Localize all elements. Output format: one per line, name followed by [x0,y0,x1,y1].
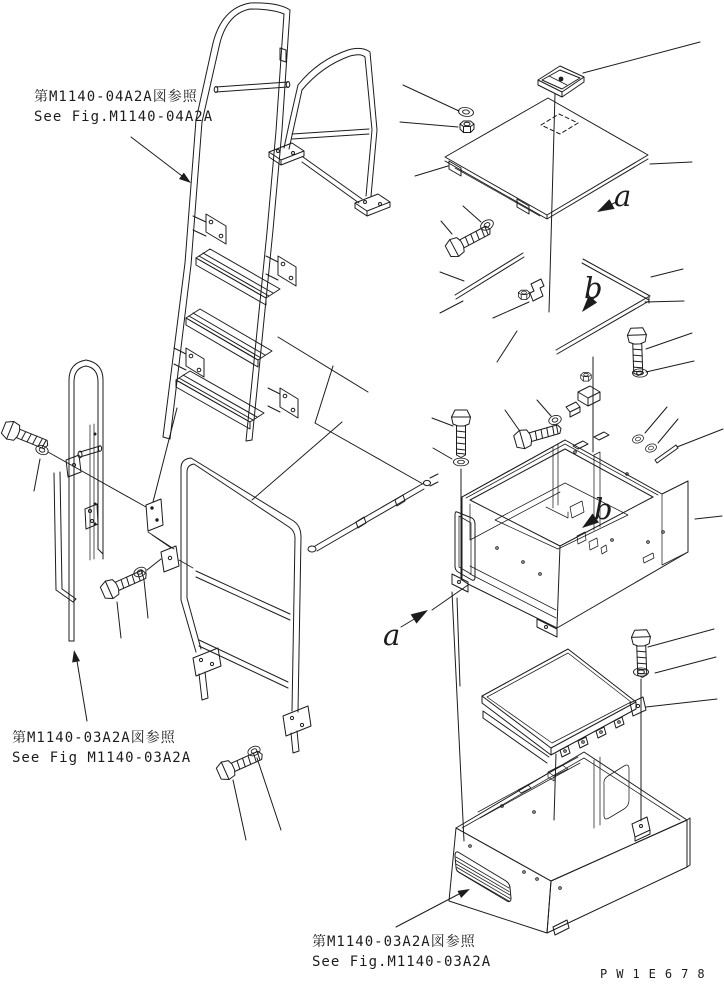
reference-top-jp: 第M1140-04A2A図参照 [34,89,198,105]
left-grab-rail [54,360,103,641]
view-label-a-lower: a [383,618,401,652]
drawing-number: PW1E678 [600,967,714,981]
ladder-step [186,309,272,367]
reference-bottom-en: See Fig.M1140-03A2A [312,954,492,970]
right-handrail-hoop [269,48,390,216]
mount-bracket [193,214,226,244]
base-housing [449,752,690,935]
mount-plate [146,499,174,549]
equipment-box [452,432,688,637]
reference-left-en: See Fig M1140-03A2A [12,750,192,766]
tray-tabs [560,717,624,757]
seal-strips [455,253,650,354]
reference-bottom-jp: 第M1140-03A2A図参照 [312,934,476,950]
box-fasteners [452,328,679,466]
clip-bracket [566,402,580,417]
mount-plate [161,546,193,572]
view-label-b-upper: b [584,271,603,305]
tray-fasteners [631,630,652,678]
mount-bracket [268,388,298,418]
guard-frame [181,458,311,753]
reference-top-en: See Fig.M1140-04A2A [34,109,214,125]
seal-clip [530,279,544,301]
ladder-assembly [163,3,390,441]
latch [538,66,584,97]
view-arrows [401,199,616,627]
tray-assembly [482,649,646,763]
mount-bracket [266,256,296,286]
reference-left-jp: 第M1140-03A2A図参照 [12,730,176,746]
ladder-step [196,249,280,305]
stay-rod [308,474,438,552]
pin-rod [655,445,678,463]
clip-bracket [578,386,600,406]
view-label-a-upper: a [614,179,632,213]
ladder-step [176,371,264,429]
left-rail-fasteners [0,419,193,602]
view-label-b-lower: b [594,492,613,526]
cover-assembly [444,66,648,260]
